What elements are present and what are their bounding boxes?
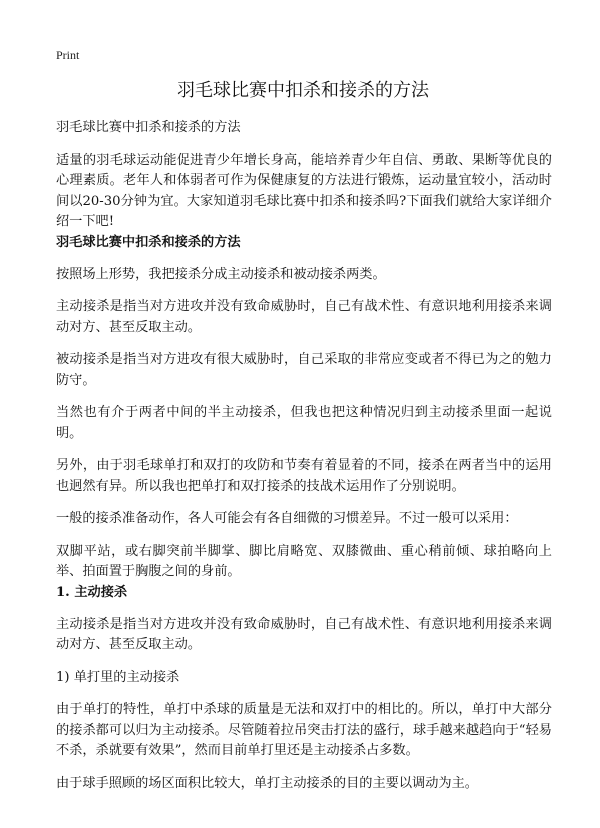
subsection-heading: 1. 主动接杀 [56,584,128,600]
paragraph: 主动接杀是指当对方进攻并没有致命威胁时，自己有战术性、有意识地利用接杀来调动对方、甚至反取主动。 [56,299,552,335]
paragraph: 一般的接杀准备动作，各人可能会有各自细微的习惯差异。不过一般可以采用： [56,511,518,526]
print-link[interactable]: Print [56,48,80,62]
page-title: 羽毛球比赛中扣杀和接杀的方法 [177,80,429,101]
paragraph: 由于单打的特性，单打中杀球的质量是无法和双打中的相比的。所以，单打中大部分的接杀都可以归为主动接杀。尽管随着拉吊突击打法的盛行，球手越来越趋向于“轻易不杀，杀就要有效果”，然而目前单打里还是主动接杀占多数。 [56,702,552,758]
paragraph: 双脚平站，或右脚突前半脚掌、脚比肩略宽、双膝微曲、重心稍前倾、球拍略向上举、拍面置于胸腹之间的身前。 [56,543,552,579]
paragraph: 主动接杀是指当对方进攻并没有致命威胁时，自己有战术性、有意识地利用接杀来调动对方、甚至反取主动。 [56,616,552,652]
article-body [56,118,552,794]
section-heading: 羽毛球比赛中扣杀和接杀的方法 [56,234,241,250]
paragraph: 由于球手照顾的场区面积比较大，单打主动接杀的目的主要以调动为主。 [56,775,478,791]
sub-subsection-heading: 1) 单打里的主动接杀 [56,669,180,685]
intro-paragraph: 适量的羽毛球运动能促进青少年增长身高，能培养青少年自信、勇敢、果断等优良的心理素质。老年人和体弱者可作为保健康复的方法进行锻炼，运动量宜较小，活动时间以20-30分钟为宜。大家知道羽毛球比赛中扣杀和接杀吗?下面我们就给大家详细介绍一下吧! [56,152,552,229]
paragraph: 被动接杀是指当对方进攻有很大威胁时，自己采取的非常应变或者不得已为之的勉力防守。 [56,352,552,388]
paragraph: 当然也有介于两者中间的半主动接杀，但我也把这种情况归到主动接杀里面一起说明。 [56,405,552,441]
article-subtitle: 羽毛球比赛中扣杀和接杀的方法 [56,120,241,135]
paragraph: 另外，由于羽毛球单打和双打的攻防和节奏有着显着的不同，接杀在两者当中的运用也迥然有异。所以我也把单打和双打接杀的技战术运用作了分别说明。 [56,458,552,494]
paragraph: 按照场上形势，我把接杀分成主动接杀和被动接杀两类。 [56,266,386,282]
